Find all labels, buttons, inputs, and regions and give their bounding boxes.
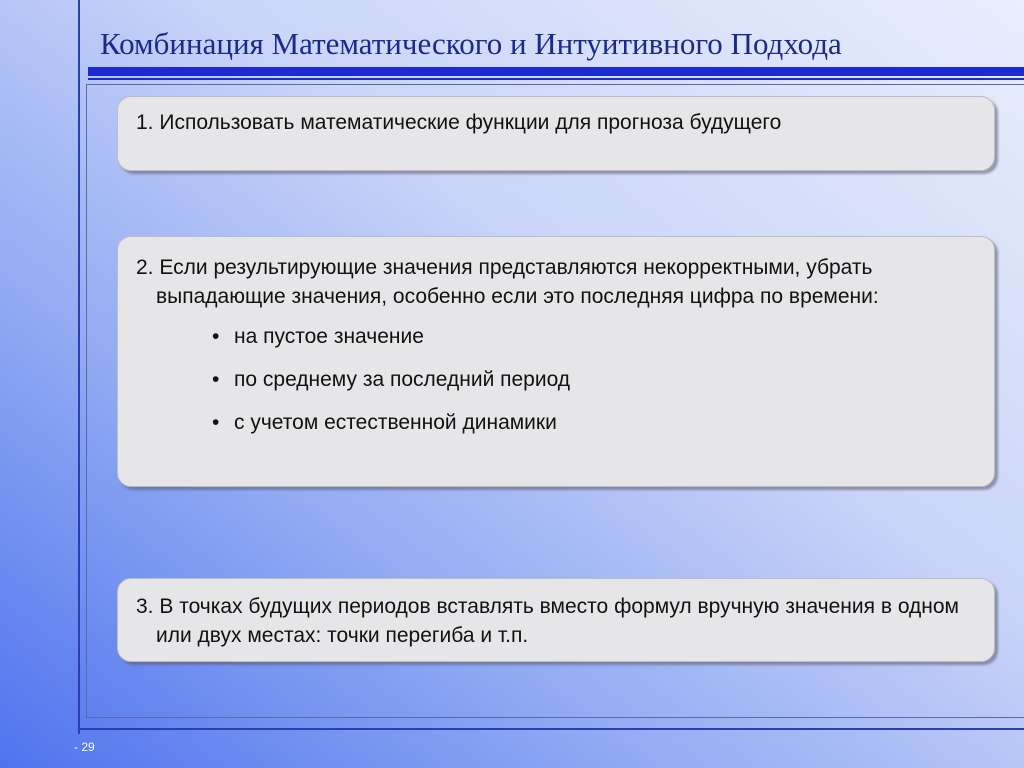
- list-item: • по среднему за последний период: [212, 365, 976, 394]
- bottom-rule: [80, 728, 1024, 730]
- step-3-text: 3. В точках будущих периодов вставлять вместо формул вручную значения в одном или двух местах: точки перегиба и т.п.: [136, 595, 959, 647]
- list-item: • с учетом естественной динамики: [212, 408, 976, 437]
- step-box-2: [117, 236, 995, 487]
- step-2-text: 2. Если результирующие значения представляются некорректными, убрать выпадающие значения, особенно если это последняя цифра по времени:: [136, 256, 879, 308]
- bullet-icon: •: [212, 325, 220, 348]
- slide-title: Комбинация Математического и Интуитивного Подхода: [100, 26, 842, 61]
- bullet-icon: •: [212, 368, 220, 391]
- title-underline-bar: [88, 67, 1024, 76]
- title-underline-thin: [88, 78, 1024, 80]
- step-2-bullet-list: [136, 322, 976, 437]
- step-box-1: [117, 96, 995, 171]
- bullet-icon: •: [212, 411, 220, 434]
- page-number: - 29: [74, 740, 95, 754]
- step-box-3: [117, 578, 995, 662]
- left-vertical-rule: [78, 0, 80, 734]
- step-1-text: 1. Использовать математические функции для прогноза будущего: [136, 111, 782, 134]
- list-item: • на пустое значение: [212, 322, 976, 351]
